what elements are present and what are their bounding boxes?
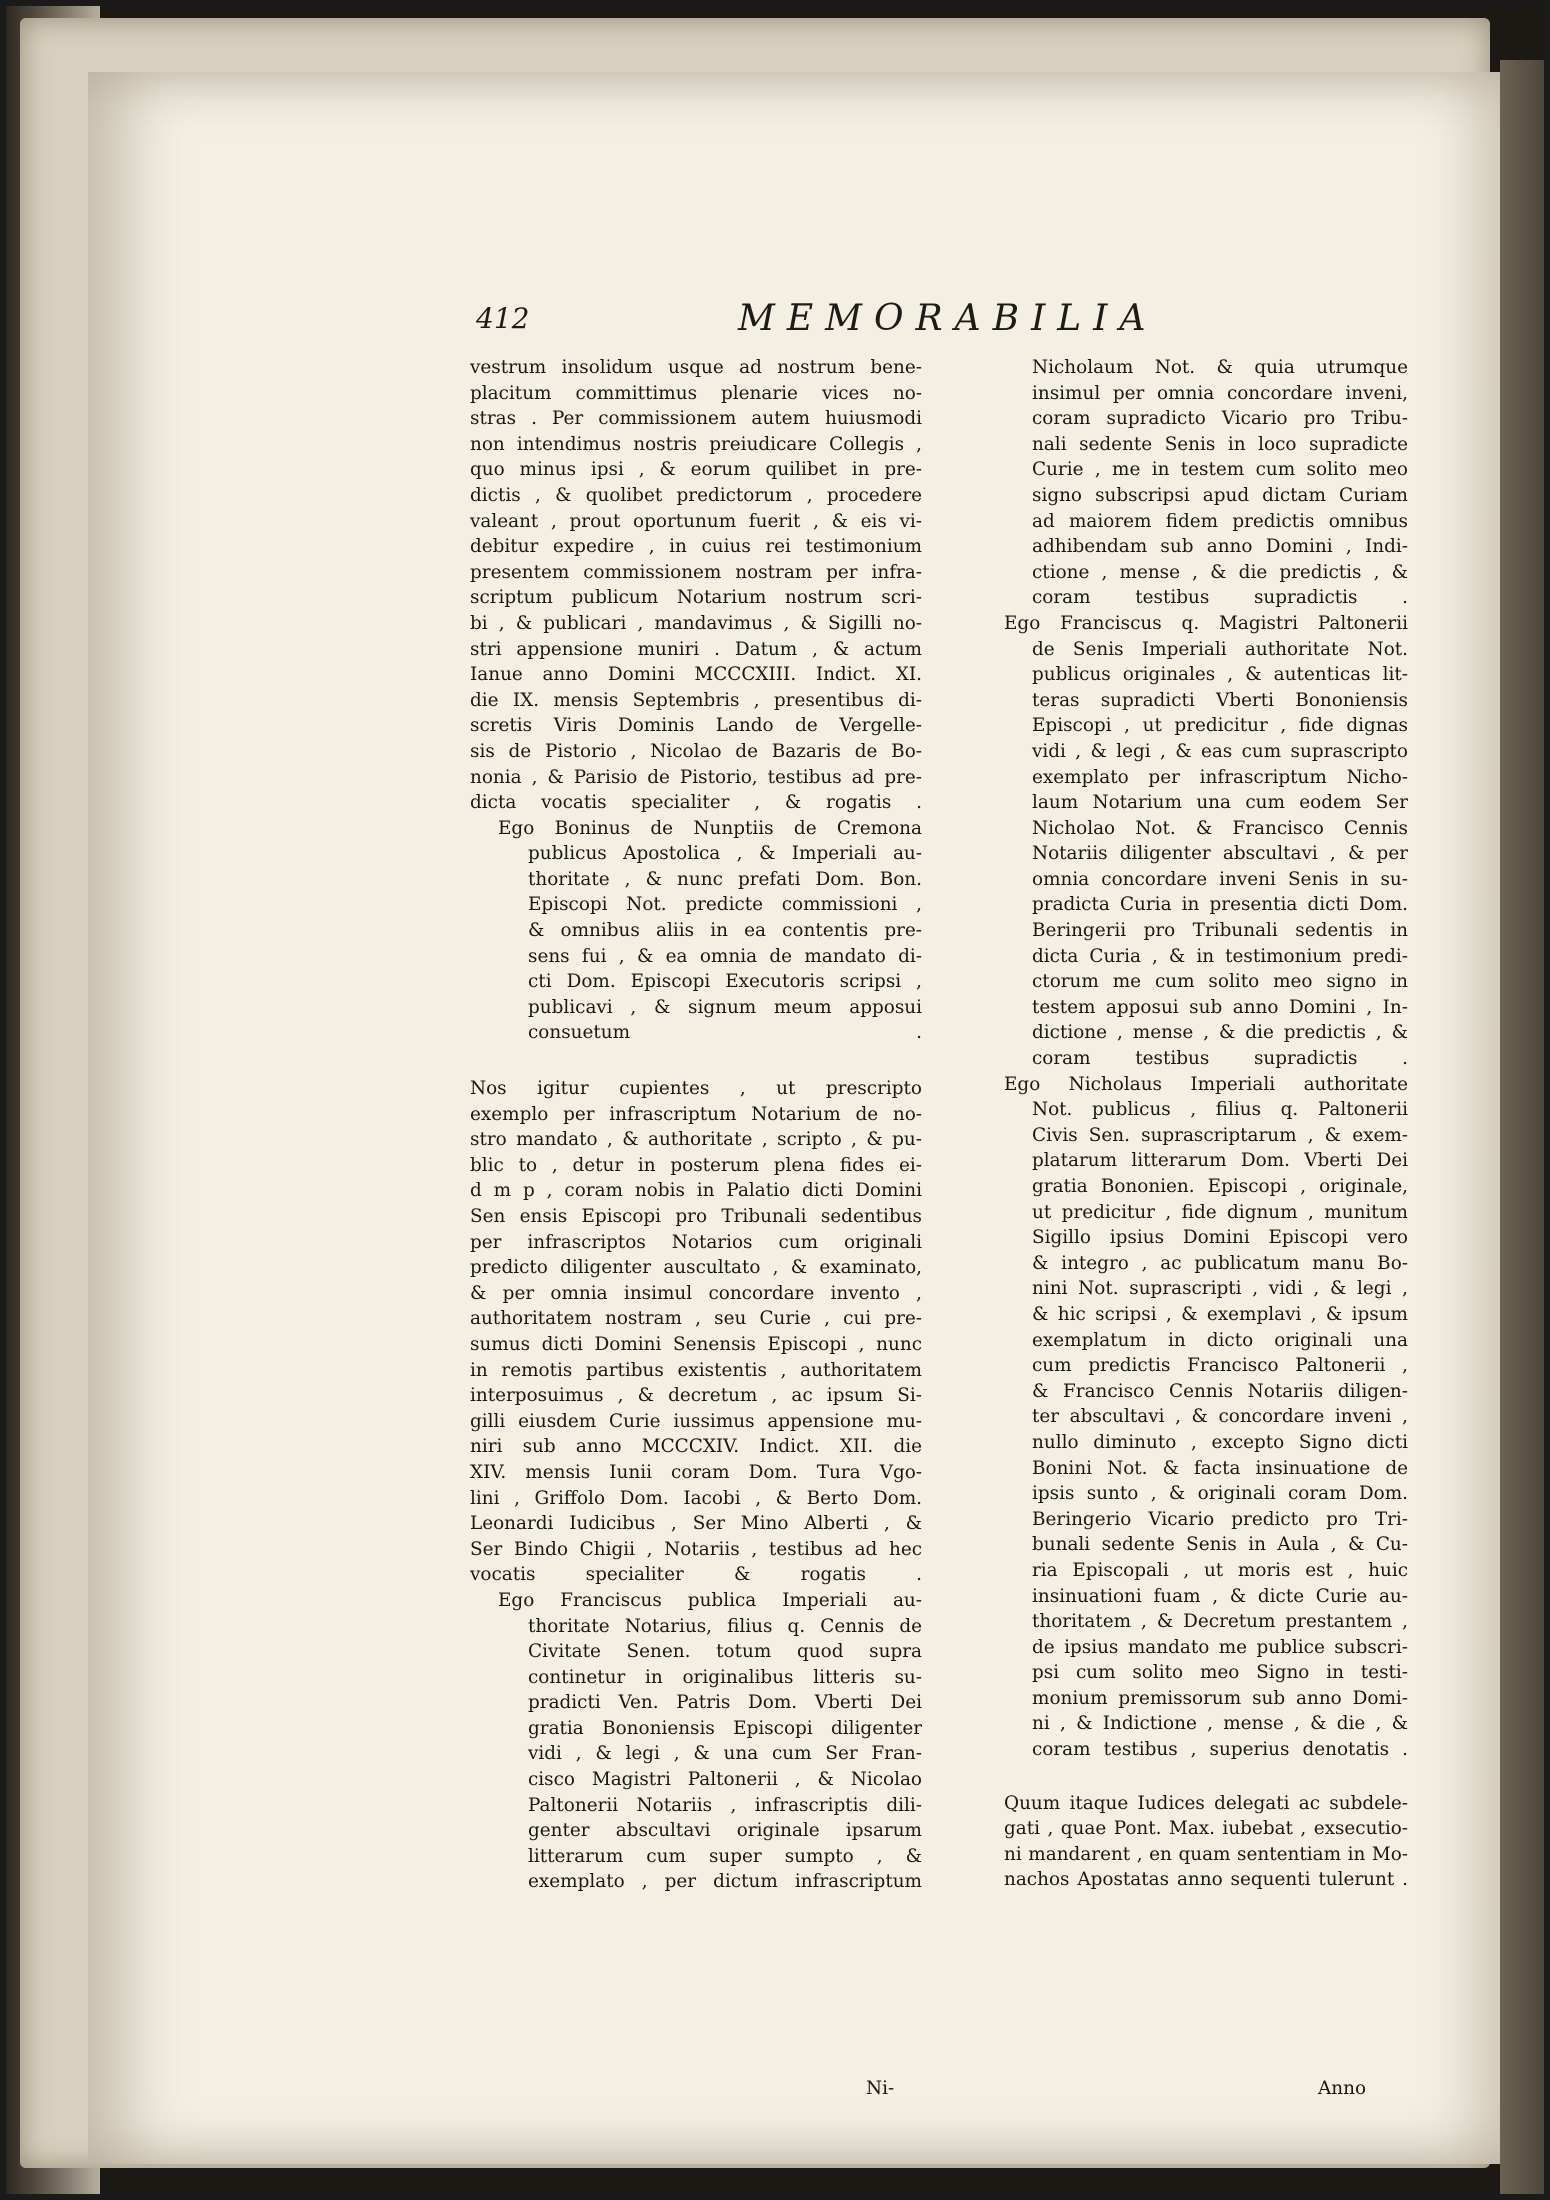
text-line: d m p , coram nobis in Palatio dicti Domini — [470, 1180, 922, 1202]
subscription-line: ipsis sunto , & originali coram Dom. — [1032, 1483, 1408, 1505]
subscription-line: bunali sedente Senis in Aula , & Cu- — [1032, 1534, 1408, 1556]
subscription-line: & integro , ac publicatum manu Bo- — [1032, 1252, 1408, 1274]
subscription-line: Ego Nicholaus Imperiali authoritate — [1004, 1073, 1408, 1095]
text-line: stri appensione muniri . Datum , & actum — [470, 638, 922, 660]
subscription-line: ni , & Indictione , mense , & die , & — [1032, 1713, 1408, 1735]
text-line: sumus dicti Domini Senensis Episcopi , nunc — [470, 1333, 922, 1355]
subscription-line: laum Notarium una cum eodem Ser — [1032, 792, 1408, 814]
text-line: & per omnia insimul concordare invento , — [470, 1282, 922, 1304]
text-line: per infrascriptos Notarios cum originali — [470, 1231, 922, 1253]
text-line: dicta vocatis specialiter , & rogatis . — [470, 792, 922, 814]
subscription-line: omnia concordare inveni Senis in su- — [1032, 868, 1408, 890]
text-line: Curie , me in testem cum solito meo — [1032, 459, 1408, 481]
text-line: quo minus ipsi , & eorum quilibet in pre- — [470, 459, 922, 481]
subscription-line: genter abscultavi originale ipsarum — [528, 1820, 922, 1842]
text-line: lini , Griffolo Dom. Iacobi , & Berto Dom. — [470, 1487, 922, 1509]
text-line: valeant , prout oportunum fuerit , & eis vi- — [470, 510, 922, 532]
text-line: bi , & publicari , mandavimus , & Sigilli no- — [470, 612, 922, 634]
text-line: insimul per omnia concordare inveni, — [1032, 382, 1408, 404]
text-line: nachos Apostatas anno sequenti tulerunt . — [1004, 1869, 1408, 1891]
subscription-line: publicavi , & signum meum apposui — [528, 996, 922, 1018]
subscription-line: sens fui , & ea omnia de mandato di- — [528, 945, 922, 967]
subscription-line: vidi , & legi , & eas cum suprascripto — [1032, 740, 1408, 762]
subscription-line: gratia Bononiensis Episcopi diligenter — [528, 1717, 922, 1739]
subscription-line: exemplato , per dictum infrascriptum — [528, 1871, 922, 1893]
right-column — [1004, 355, 1408, 1893]
text-line: die IX. mensis Septembris , presentibus di- — [470, 689, 922, 711]
subscription-line: Not. publicus , filius q. Paltonerii — [1032, 1099, 1408, 1121]
subscription-line: vidi , & legi , & una cum Ser Fran- — [528, 1743, 922, 1765]
subscription-line: Episcopi Not. predicte commissioni , — [528, 894, 922, 916]
text-line: ctione , mense , & die predictis , & — [1032, 561, 1408, 583]
paragraph-gap — [1004, 1763, 1408, 1791]
subscription-line: psi cum solito meo Signo in testi- — [1032, 1662, 1408, 1684]
text-line: exemplo per infrascriptum Notarium de no- — [470, 1103, 922, 1125]
subscription-line: Civitate Senen. totum quod supra — [528, 1641, 922, 1663]
text-line: non intendimus nostris preiudicare Collegis , — [470, 433, 922, 455]
subscription-line: teras supradicti Vberti Bononiensis — [1032, 689, 1408, 711]
subscription-line: ria Episcopali , ut moris est , huic — [1032, 1559, 1408, 1581]
running-title: MEMORABILIA — [738, 298, 1158, 339]
text-line: ad maiorem fidem predictis omnibus — [1032, 510, 1408, 532]
subscription-line: Civis Sen. suprascriptarum , & exem- — [1032, 1124, 1408, 1146]
subscription-line: nullo diminuto , excepto Signo dicti — [1032, 1431, 1408, 1453]
subscription-line: dictione , mense , & die predictis , & — [1032, 1022, 1408, 1044]
subscription-line: consuetum . — [528, 1022, 922, 1044]
text-line: dictis , & quolibet predictorum , procedere — [470, 484, 922, 506]
text-line: sis de Pistorio , Nicolao de Bazaris de Bo- — [470, 740, 922, 762]
text-line: signo subscripsi apud dictam Curiam — [1032, 484, 1408, 506]
subscription-line: publicus originales , & autenticas lit- — [1032, 664, 1408, 686]
subscription-line: testem apposui sub anno Domini , In- — [1032, 996, 1408, 1018]
subscription-line: Ego Boninus de Nunptiis de Cremona — [498, 817, 922, 839]
subscription-line: Sigillo ipsius Domini Episcopi vero — [1032, 1227, 1408, 1249]
text-line: niri sub anno MCCCXIV. Indict. XII. die — [470, 1436, 922, 1458]
right-catchword: Anno — [1318, 2078, 1367, 2099]
subscription-line: coram testibus , superius denotatis . — [1032, 1739, 1408, 1761]
subscription-line: pradicti Ven. Patris Dom. Vberti Dei — [528, 1692, 922, 1714]
text-line: presentem commissionem nostram per infra- — [470, 561, 922, 583]
subscription-line: coram testibus supradictis . — [1032, 1048, 1408, 1070]
text-line: interposuimus , & decretum , ac ipsum Si- — [470, 1385, 922, 1407]
subscription-line: de Senis Imperiali authoritate Not. — [1032, 638, 1408, 660]
text-line: adhibendam sub anno Domini , Indi- — [1032, 536, 1408, 558]
text-line: Quum itaque Iudices delegati ac subdele- — [1004, 1792, 1408, 1814]
subscription-line: cisco Magistri Paltonerii , & Nicolao — [528, 1769, 922, 1791]
text-line: Nicholaum Not. & quia utrumque — [1032, 357, 1408, 378]
text-line: placitum committimus plenarie vices no- — [470, 382, 922, 404]
left-catchword: Ni- — [866, 2078, 895, 2099]
text-line: Sen ensis Episcopi pro Tribunali sedentibus — [470, 1206, 922, 1227]
text-line: Ianue anno Domini MCCCXIII. Indict. XI. — [470, 664, 922, 686]
text-line: nali sedente Senis in loco supradicte — [1032, 433, 1408, 455]
subscription-line: de ipsius mandato me publice subscri- — [1032, 1636, 1408, 1658]
left-column — [470, 355, 922, 1895]
book-right-edge — [1500, 60, 1550, 2200]
subscription-line: Bonini Not. & facta insinuatione de — [1032, 1457, 1408, 1479]
text-line: vestrum insolidum usque ad nostrum bene- — [470, 357, 922, 378]
text-line: coram supradicto Vicario pro Tribu- — [1032, 408, 1408, 430]
text-line: scriptum publicum Notarium nostrum scri- — [470, 587, 922, 609]
subscription-line: litterarum cum super sumpto , & — [528, 1845, 922, 1867]
text-line: Leonardi Iudicibus , Ser Mino Alberti , & — [470, 1513, 922, 1535]
subscription-line: dicta Curia , & in testimonium predi- — [1032, 945, 1408, 967]
subscription-line: gratia Bononien. Episcopi , originale, — [1032, 1176, 1408, 1197]
subscription-line: & hic scripsi , & exemplavi , & ipsum — [1032, 1303, 1408, 1325]
subscription-line: Notariis diligenter abscultavi , & per — [1032, 843, 1408, 865]
text-line: nonia , & Parisio de Pistorio, testibus ad pre- — [470, 766, 922, 788]
text-line: ni mandarent , en quam sententiam in Mo- — [1004, 1843, 1408, 1865]
subscription-line: monium premissorum sub anno Domi- — [1032, 1687, 1408, 1709]
text-line: predicto diligenter auscultato , & examinato, — [470, 1257, 922, 1279]
subscription-line: & Francisco Cennis Notariis diligen- — [1032, 1380, 1408, 1402]
subscription-line: exemplato per infrascriptum Nicho- — [1032, 766, 1408, 788]
text-line: XIV. mensis Iunii coram Dom. Tura Vgo- — [470, 1461, 922, 1483]
subscription-line: ut predicitur , fide dignum , munitum — [1032, 1201, 1408, 1223]
paragraph-gap — [470, 1046, 922, 1076]
subscription-line: continetur in originalibus litteris su- — [528, 1666, 922, 1688]
text-line: scretis Viris Dominis Lando de Vergelle- — [470, 715, 922, 737]
text-line: stras . Per commissionem autem huiusmodi — [470, 408, 922, 430]
text-line: gilli eiusdem Curie iussimus appensione mu- — [470, 1410, 922, 1432]
subscription-line: Beringerio Vicario predicto pro Tri- — [1032, 1508, 1408, 1530]
subscription-line: thoritate , & nunc prefati Dom. Bon. — [528, 868, 922, 890]
subscription-line: ctorum me cum solito meo signo in — [1032, 971, 1408, 993]
text-line: Ser Bindo Chigii , Notariis , testibus ad hec — [470, 1538, 922, 1560]
text-line: gati , quae Pont. Max. iubebat , exsecutio- — [1004, 1818, 1408, 1840]
text-line: vocatis specialiter & rogatis . — [470, 1564, 922, 1586]
page-header — [476, 298, 1216, 342]
subscription-line: Nicholao Not. & Francisco Cennis — [1032, 817, 1408, 839]
text-line: stro mandato , & authoritate , scripto , & pu- — [470, 1129, 922, 1151]
text-line: in remotis partibus existentis , authoritatem — [470, 1359, 922, 1381]
text-line: Nos igitur cupientes , ut prescripto — [470, 1078, 922, 1100]
subscription-line: nini Not. suprascripti , vidi , & legi , — [1032, 1278, 1408, 1300]
subscription-line: Paltonerii Notariis , infrascriptis dili- — [528, 1794, 922, 1816]
subscription-line: platarum litterarum Dom. Vberti Dei — [1032, 1150, 1408, 1172]
subscription-line: Ego Franciscus q. Magistri Paltonerii — [1004, 612, 1408, 634]
page-number: 412 — [476, 302, 530, 335]
subscription-line: ter abscultavi , & concordare inveni , — [1032, 1406, 1408, 1428]
subscription-line: Beringerii pro Tribunali sedentis in — [1032, 920, 1408, 942]
subscription-line: cum predictis Francisco Paltonerii , — [1032, 1355, 1408, 1377]
subscription-line: cti Dom. Episcopi Executoris scripsi , — [528, 971, 922, 993]
subscription-line: & omnibus aliis in ea contentis pre- — [528, 920, 922, 942]
subscription-line: thoritate Notarius, filius q. Cennis de — [528, 1615, 922, 1637]
text-line: authoritatem nostram , seu Curie , cui pre- — [470, 1308, 922, 1330]
subscription-line: pradicta Curia in presentia dicti Dom. — [1032, 894, 1408, 916]
subscription-line: Ego Franciscus publica Imperiali au- — [498, 1589, 922, 1611]
subscription-line: thoritatem , & Decretum prestantem , — [1032, 1611, 1408, 1633]
text-line: blic to , detur in posterum plena fides ei- — [470, 1154, 922, 1176]
subscription-line: publicus Apostolica , & Imperiali au- — [528, 843, 922, 865]
text-line: debitur expedire , in cuius rei testimonium — [470, 536, 922, 558]
subscription-line: exemplatum in dicto originali una — [1032, 1329, 1408, 1351]
subscription-line: Episcopi , ut predicitur , fide dignas — [1032, 715, 1408, 737]
text-line: coram testibus supradictis . — [1032, 587, 1408, 609]
subscription-line: insinuationi fuam , & dicte Curie au- — [1032, 1585, 1408, 1607]
